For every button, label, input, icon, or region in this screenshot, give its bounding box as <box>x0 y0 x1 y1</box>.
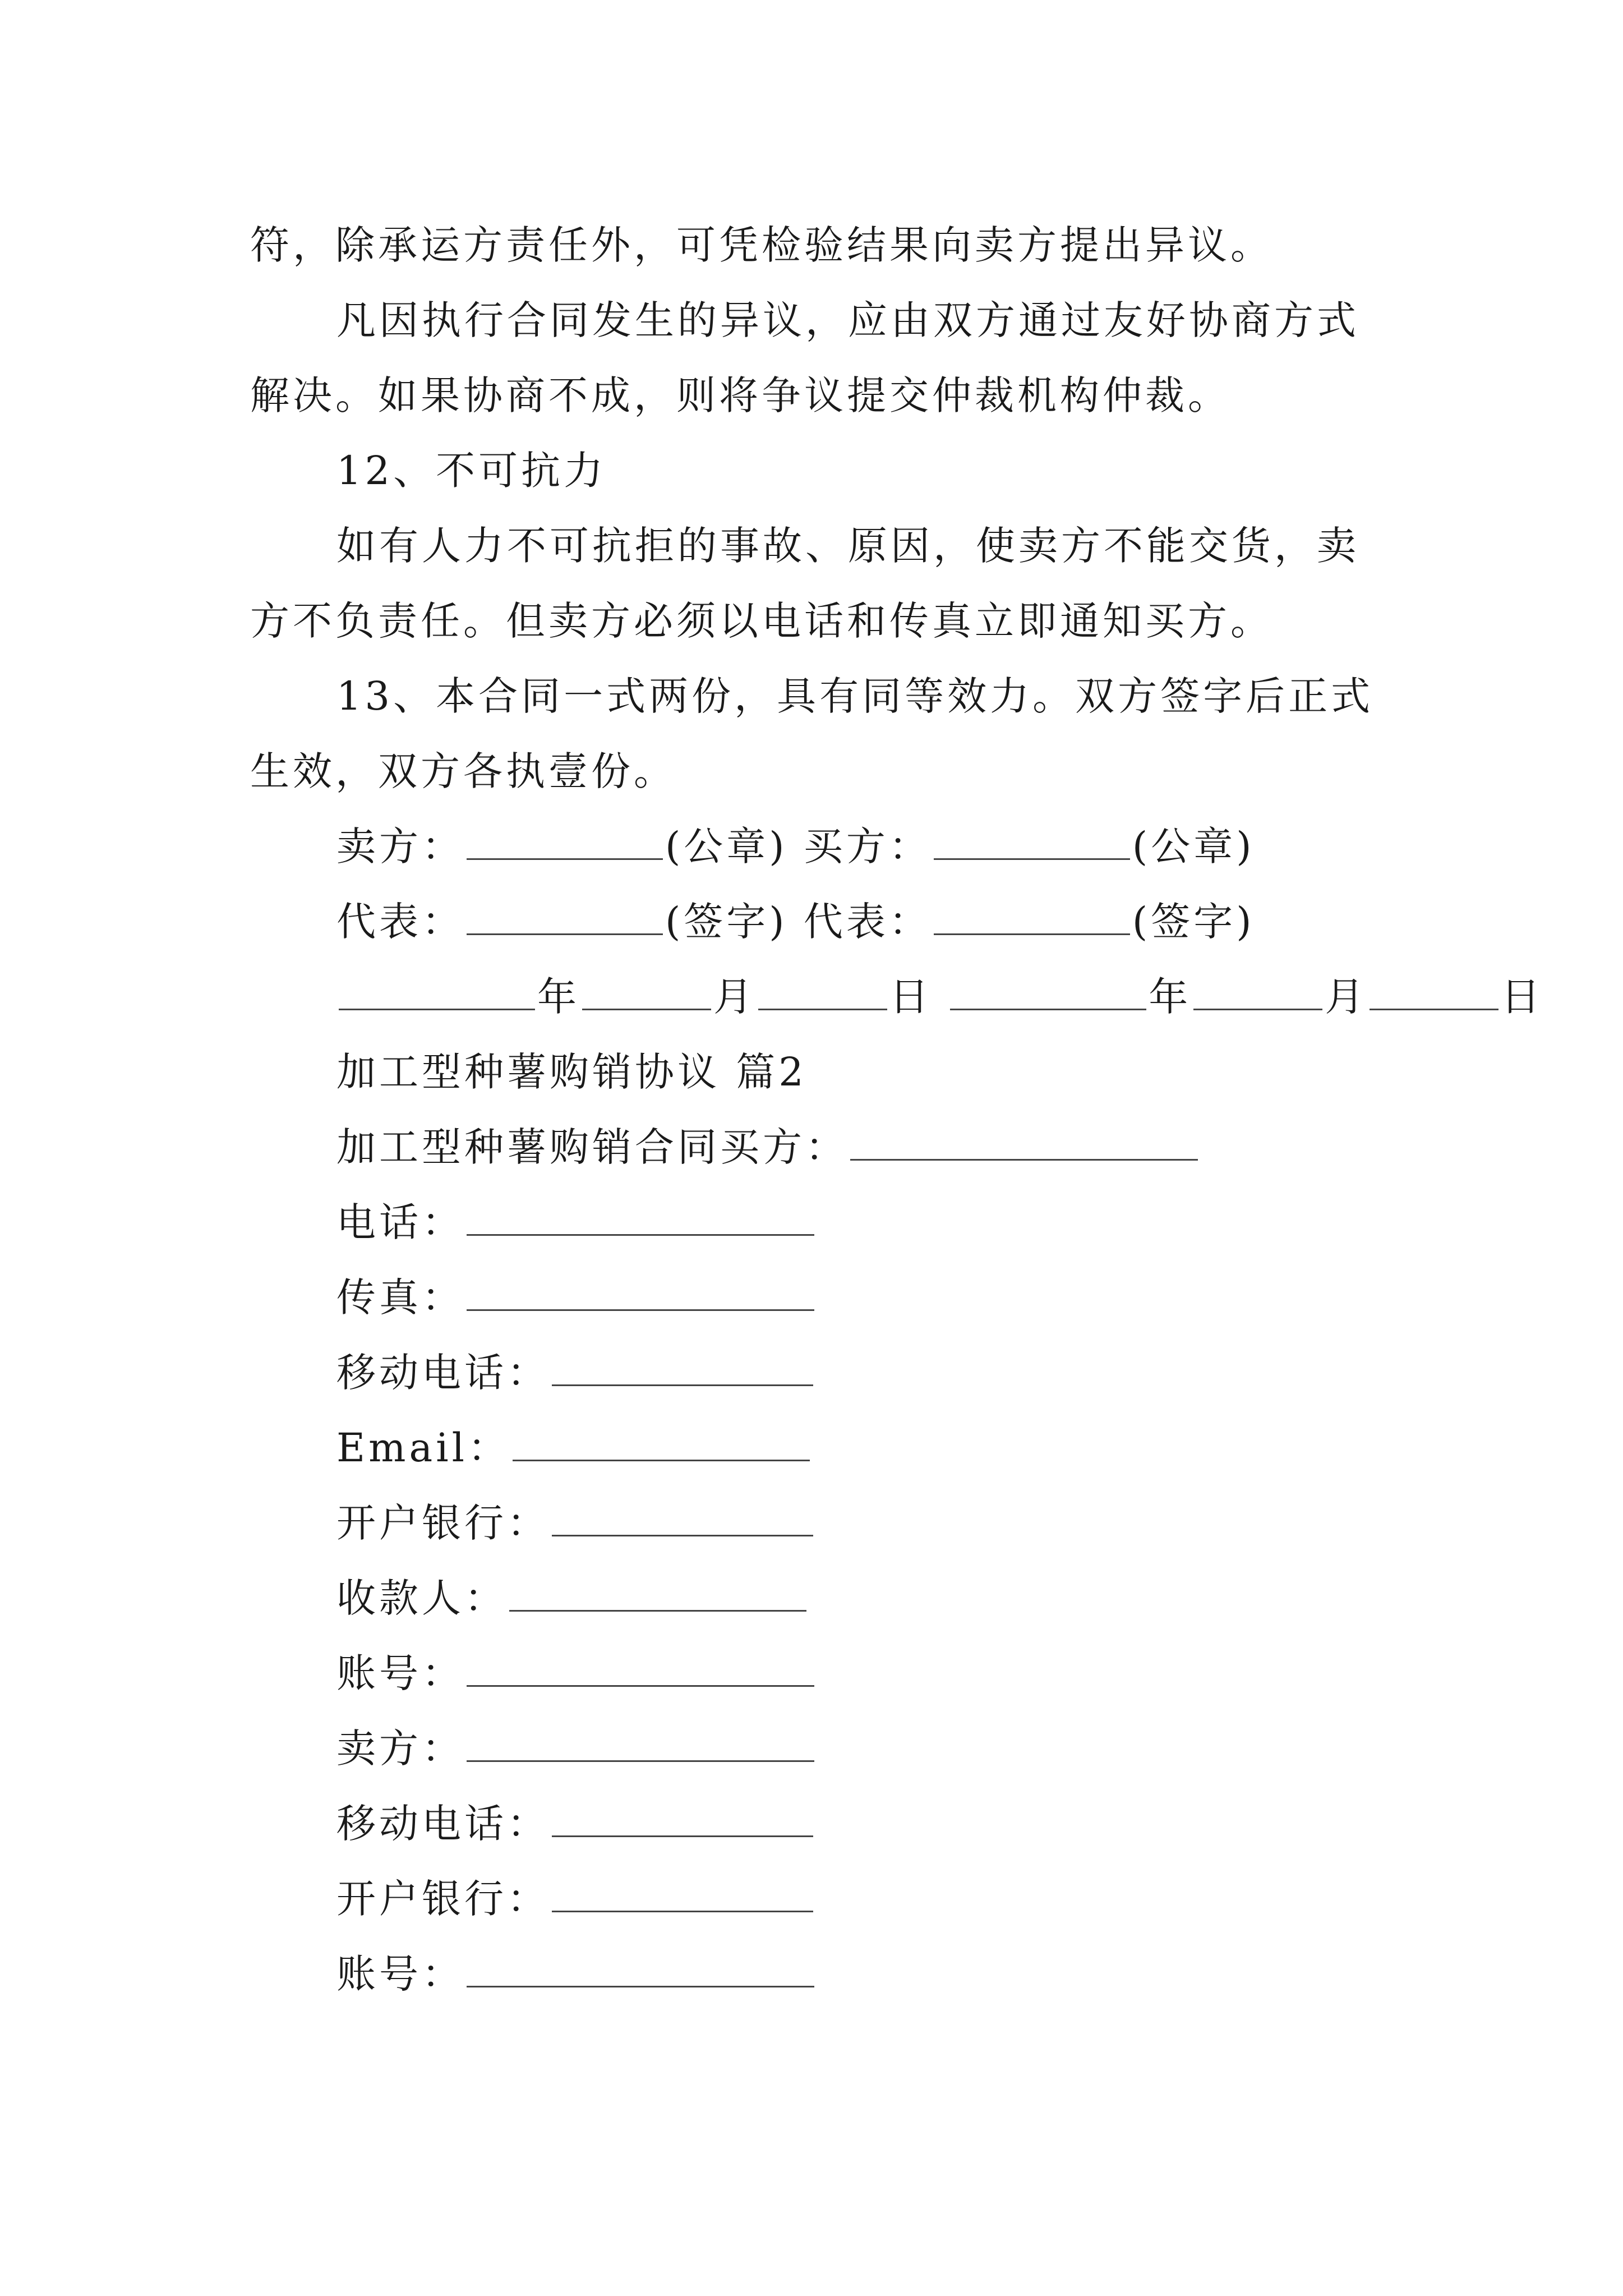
month-label: 月 <box>1325 974 1368 1020</box>
buyer-label: 买方： <box>803 823 932 869</box>
field-label: 传真： <box>336 1274 464 1320</box>
form-field <box>336 1495 815 1551</box>
buyer-blank[interactable] <box>934 823 1130 860</box>
field-label: 账号： <box>336 1951 464 1997</box>
form-field <box>336 1269 817 1326</box>
form-field <box>336 1871 815 1927</box>
field-label: 收款人： <box>336 1575 507 1621</box>
field-blank[interactable] <box>467 1951 814 1987</box>
field-label: 开户银行： <box>336 1876 550 1922</box>
field-label: 移动电话： <box>336 1350 550 1396</box>
paragraph-line: 如有人力不可抗拒的事故、原因，使卖方不能交货，卖 <box>336 523 1359 569</box>
contract-buyer-line <box>336 1119 1200 1175</box>
field-label: 卖方： <box>336 1726 464 1772</box>
year-label: 年 <box>537 974 580 1020</box>
field-label: 开户银行： <box>336 1500 550 1546</box>
seal-line <box>336 818 1255 875</box>
paragraph-line: 解决。如果协商不成，则将争议提交仲裁机构仲裁。 <box>250 372 1230 418</box>
buyer-rep-blank[interactable] <box>934 899 1130 935</box>
rep-label: 代表： <box>803 899 932 945</box>
paragraph-line: 方不负责任。但卖方必须以电话和传真立即通知买方。 <box>250 598 1273 644</box>
year-blank[interactable] <box>950 974 1146 1010</box>
field-blank[interactable] <box>467 1650 814 1687</box>
section-title: 加工型种薯购销协议 篇2 <box>336 1049 807 1095</box>
field-label: 移动电话： <box>336 1801 550 1847</box>
day-label: 日 <box>1501 974 1544 1020</box>
date-line <box>336 969 1543 1025</box>
day-blank[interactable] <box>758 974 887 1010</box>
month-label: 月 <box>713 974 756 1020</box>
seller-blank[interactable] <box>467 823 663 860</box>
field-label: Email： <box>336 1425 510 1471</box>
field-blank[interactable] <box>509 1575 806 1612</box>
month-blank[interactable] <box>582 974 711 1010</box>
form-field <box>336 1796 815 1852</box>
seal-label: (公章) <box>665 823 788 869</box>
field-blank[interactable] <box>513 1425 810 1461</box>
seller-rep-blank[interactable] <box>467 899 663 935</box>
field-blank[interactable] <box>467 1726 814 1762</box>
field-blank[interactable] <box>552 1801 813 1837</box>
field-blank[interactable] <box>552 1500 813 1536</box>
paragraph-line: 生效，双方各执壹份。 <box>250 748 676 794</box>
form-field <box>336 1946 817 2002</box>
representative-line <box>336 894 1255 950</box>
form-field <box>336 1345 815 1401</box>
form-field <box>336 1570 809 1626</box>
year-label: 年 <box>1149 974 1192 1020</box>
seal-label: (公章) <box>1132 823 1255 869</box>
clause-heading: 12、不可抗力 <box>336 448 607 494</box>
field-blank[interactable] <box>552 1350 813 1386</box>
field-blank[interactable] <box>467 1274 814 1311</box>
form-field <box>336 1420 812 1476</box>
field-blank[interactable] <box>467 1199 814 1236</box>
sign-label: (签字) <box>1132 899 1255 945</box>
contract-buyer-blank[interactable] <box>850 1124 1198 1161</box>
form-field <box>336 1645 817 1701</box>
day-label: 日 <box>889 974 932 1020</box>
form-field <box>336 1720 817 1777</box>
seller-label: 卖方： <box>336 823 464 869</box>
year-blank[interactable] <box>339 974 535 1010</box>
paragraph-line: 凡因执行合同发生的异议，应由双方通过友好协商方式 <box>336 297 1359 343</box>
month-blank[interactable] <box>1193 974 1322 1010</box>
field-label: 账号： <box>336 1650 464 1696</box>
paragraph-line: 13、本合同一式两份，具有同等效力。双方签字后正式 <box>336 673 1374 719</box>
field-label: 电话： <box>336 1199 464 1245</box>
day-blank[interactable] <box>1370 974 1498 1010</box>
sign-label: (签字) <box>665 899 788 945</box>
paragraph-line: 符，除承运方责任外，可凭检验结果向卖方提出异议。 <box>250 222 1273 268</box>
rep-label: 代表： <box>336 899 464 945</box>
contract-buyer-label: 加工型种薯购销合同买方： <box>336 1124 848 1170</box>
form-field <box>336 1194 817 1250</box>
field-blank[interactable] <box>552 1876 813 1912</box>
